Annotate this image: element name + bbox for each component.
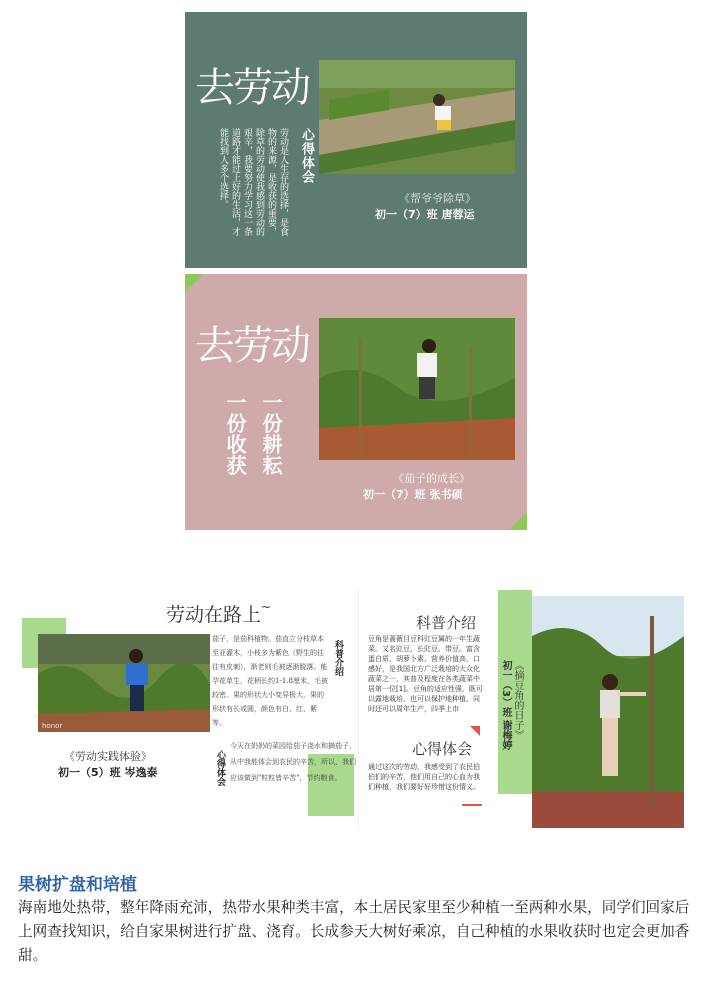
- red-underline: [462, 804, 482, 806]
- card-weeding: [185, 12, 527, 268]
- photo-weeding: [319, 60, 515, 174]
- slogan-plough: 一份耕耘: [259, 392, 283, 476]
- spread-title: [166, 600, 271, 627]
- corner-accent-top: [185, 274, 203, 292]
- divider: [358, 590, 359, 830]
- photo-bean-picking: [532, 596, 684, 828]
- card-eggplant: [185, 274, 527, 530]
- caption-title: 《帮爷爷除草》: [399, 192, 476, 205]
- section-heading: 果树扩盘和培植: [18, 875, 137, 895]
- caption-author: 初一（7）班 唐蓉运: [375, 208, 475, 221]
- experience-heading: 心得体会: [299, 128, 314, 184]
- corner-accent-bottom: [509, 512, 527, 530]
- slogan-harvest: 一份收获: [223, 392, 247, 476]
- right-caption-title: 《摘豆角的日子》: [512, 660, 523, 740]
- labor-spread: [14, 590, 700, 830]
- photo-eggplant-worker: [38, 634, 210, 732]
- left-caption-title: 《劳动实践体验》: [64, 750, 152, 763]
- red-triangle-mark: [470, 726, 480, 736]
- science-label: 科普介绍: [333, 640, 343, 676]
- right-exp-text: 通过这次的劳动，我感受到了农民伯伯们的辛苦，他们用自己的心血为我们种植，我们要好好珍惜这份情义。: [368, 763, 480, 791]
- right-science-title: 科普介绍: [416, 614, 477, 632]
- caption-title: 《茄子的成长》: [393, 472, 470, 485]
- title-mark: ~: [261, 600, 272, 614]
- caption-author: 初一（7）班 张书硕: [363, 488, 463, 501]
- experience-text: 劳动是人生存的选择，是食物的来源，是收获的重要，除草的劳动使我感到劳动的艰辛，我要努力学习这一条道路才能过上好的生活，才能找到人多个选择。: [218, 128, 288, 236]
- card-title: 去劳动: [195, 65, 309, 111]
- spread-title-text: 劳动在路上: [166, 604, 262, 626]
- card-title: 去劳动: [195, 323, 309, 369]
- right-caption-author: 初一（3）班 谢梅婷: [500, 660, 511, 751]
- section-paragraph: 海南地处热带，整年降雨充沛，热带水果种类丰富，本土居民家里至少种植一至两种水果，同学们回家后上网查找知识，给自家果树进行扩盘、浇育。长成参天大树好乘凉，自己种植的水果收获时也定会更加香甜。: [18, 899, 690, 964]
- right-exp-title: 心得体会: [412, 740, 473, 758]
- science-text: 茄子，是茄科植物。茄直立分枝草本至亚灌木，小枝多为紫色（野生的往往有皮刺），渐老则毛被逐渐脱落。能孕花单生，花柄长约1-1.8厘米，毛被较密。果的形状大小变异极大，果的形状有长或圆，颜色有白、红、紫等。: [212, 635, 328, 727]
- watermark: honor: [42, 722, 63, 730]
- exp-label: 心得体会: [215, 750, 225, 786]
- photo-eggplant: [319, 318, 515, 460]
- left-caption-author: 初一（5）班 岑逸泰: [58, 766, 158, 779]
- right-science-text: 豆角是蔷薇目豆科豇豆属的一年生蔬菜。又名豇豆、长豇豆、带豆。富含蛋白质、胡萝卜素、营养价值高，口感好，是我国北方广泛栽培的大众化蔬菜之一，其普及程度在各类蔬菜中居第一位[1]。豆角的适应性强，既可以露地栽培，也可以保护地种植，同时还可以周年生产，四季上市: [368, 635, 483, 713]
- exp-text: 今天在奶奶的菜园给茄子浇水和摘茄子，从中我能体会到农民的辛苦，所以，我们应该做到"粒粒皆辛苦"，节约粮食。: [230, 742, 356, 782]
